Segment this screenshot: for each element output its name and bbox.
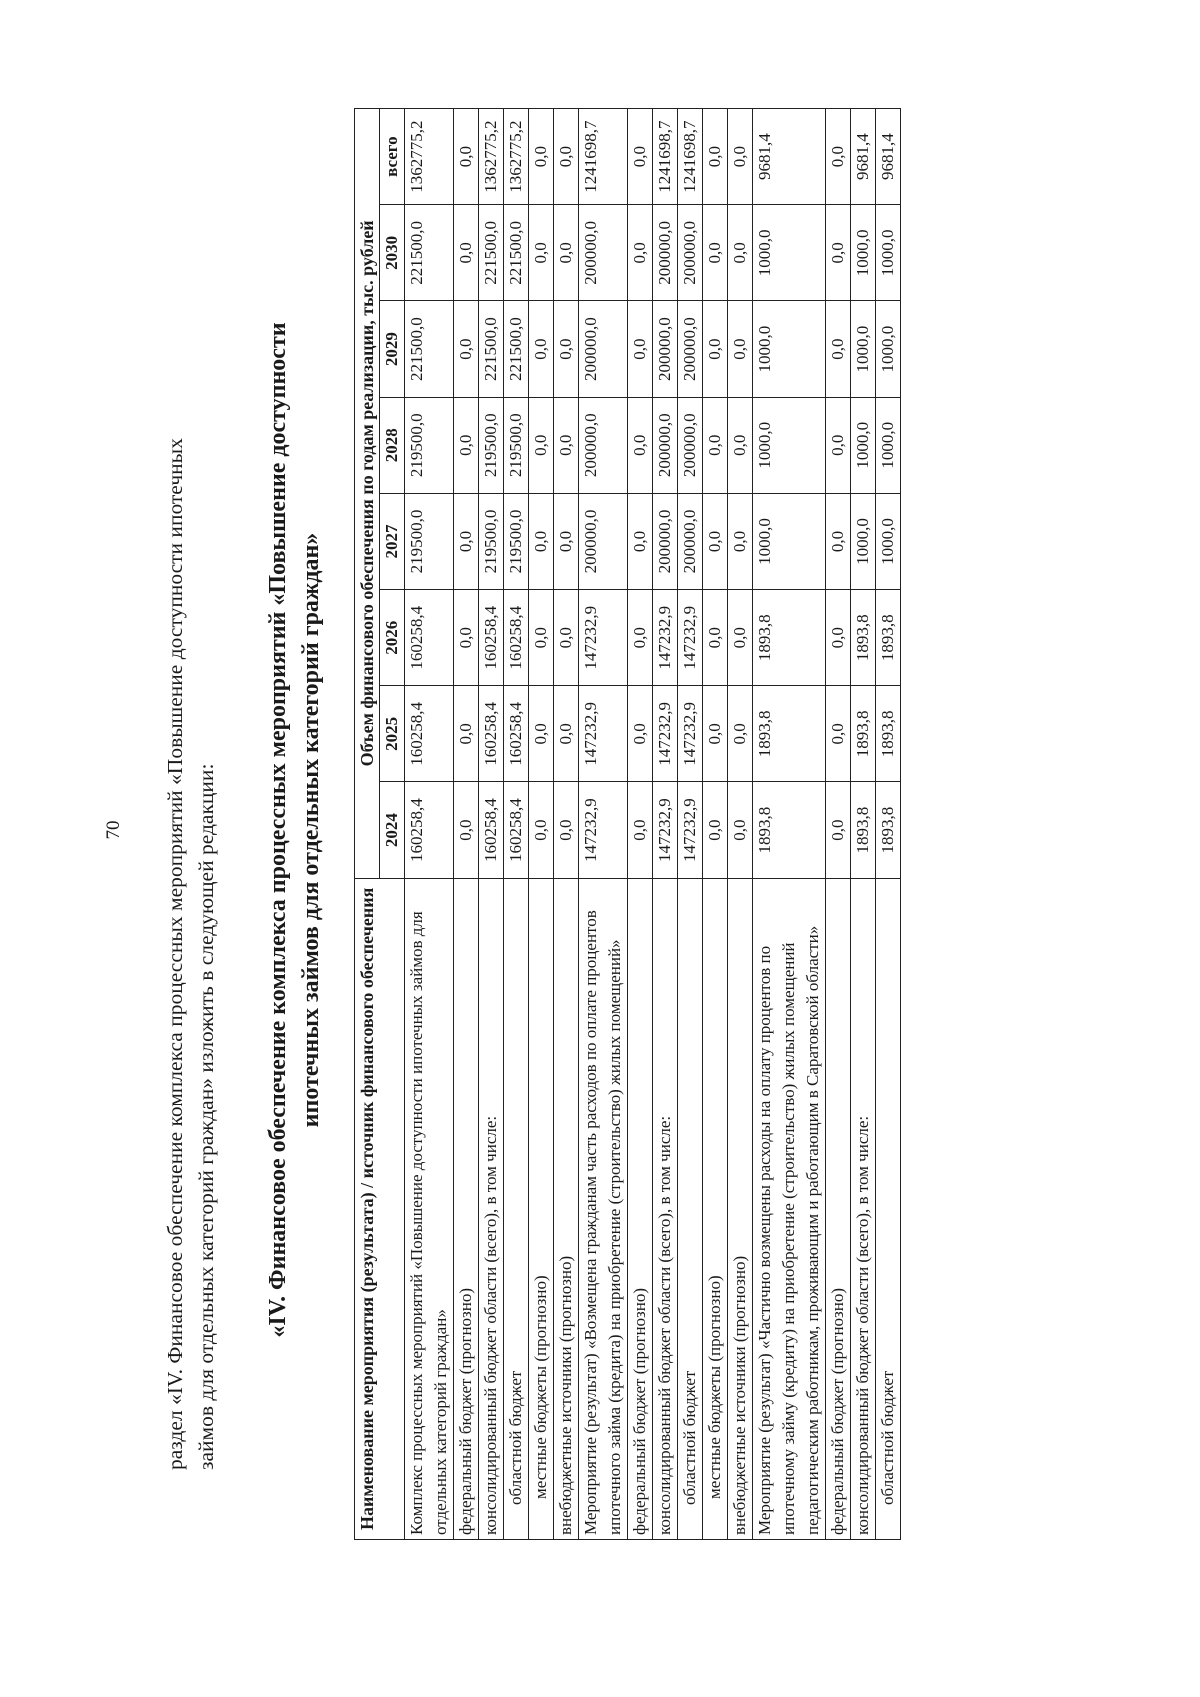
intro-line: займов для отдельных категорий граждан» изложить в следующей редакции: (194, 763, 218, 1470)
row-name-cell: областной бюджет (678, 878, 703, 1539)
value-cell: 1893,8 (753, 686, 826, 782)
value-cell: 147232,9 (653, 686, 678, 782)
value-cell: 9681,4 (851, 109, 876, 205)
year-column-header: 2026 (380, 590, 405, 686)
row-name-cell: областной бюджет (504, 878, 529, 1539)
value-cell: 200000,0 (678, 205, 703, 301)
value-cell: 1893,8 (851, 686, 876, 782)
value-cell: 200000,0 (579, 301, 628, 397)
value-cell: 0,0 (628, 301, 653, 397)
row-name-cell: Мероприятие (результат) «Возмещена гражданам часть расходов по оплате процентов ипотечного займа (кредита) на приобретение (строительство) жилых помещений» (579, 878, 628, 1539)
value-cell: 1893,8 (876, 782, 901, 878)
value-cell: 0,0 (703, 493, 728, 589)
table-row (628, 109, 653, 1540)
value-cell: 0,0 (728, 397, 753, 493)
value-cell: 0,0 (703, 590, 728, 686)
value-cell: 219500,0 (479, 397, 504, 493)
value-cell: 0,0 (728, 686, 753, 782)
value-cell: 0,0 (454, 686, 479, 782)
value-cell: 0,0 (703, 397, 728, 493)
value-cell: 200000,0 (678, 301, 703, 397)
value-cell: 0,0 (826, 782, 851, 878)
value-cell: 0,0 (628, 590, 653, 686)
value-cell: 219500,0 (504, 493, 529, 589)
value-cell: 200000,0 (579, 397, 628, 493)
intro-line: раздел «IV. Финансовое обеспечение комплекса процессных мероприятий «Повышение доступности ипотечных (163, 438, 187, 1470)
value-cell: 219500,0 (479, 493, 504, 589)
value-cell: 0,0 (728, 109, 753, 205)
value-cell: 219500,0 (405, 397, 454, 493)
value-cell: 9681,4 (876, 109, 901, 205)
value-cell: 1241698,7 (579, 109, 628, 205)
section-heading (262, 180, 328, 1480)
row-name-cell: Мероприятие (результат) «Частично возмещены расходы на оплату процентов по ипотечному займу (кредиту) на приобретение (строительство) жилых помещений педагогическим работникам, проживающим и работающим в Саратовской области» (753, 878, 826, 1539)
page-number: 70 (103, 820, 124, 840)
value-cell: 1893,8 (876, 686, 901, 782)
value-cell: 1000,0 (851, 301, 876, 397)
value-cell: 0,0 (628, 397, 653, 493)
value-cell: 0,0 (826, 686, 851, 782)
value-cell: 0,0 (529, 782, 554, 878)
heading-line: «IV. Финансовое обеспечение комплекса процессных мероприятий «Повышение доступности (265, 322, 291, 1338)
year-column-header: всего (380, 109, 405, 205)
heading-line: ипотечных займов для отдельных категорий граждан» (298, 532, 324, 1128)
value-cell: 0,0 (628, 686, 653, 782)
volume-column-header: Объем финансового обеспечения по годам реализации, тыс. рублей (355, 109, 380, 879)
value-cell: 0,0 (628, 205, 653, 301)
value-cell: 1000,0 (851, 205, 876, 301)
value-cell: 1893,8 (753, 590, 826, 686)
value-cell: 0,0 (826, 397, 851, 493)
table-row (703, 109, 728, 1540)
table-row (851, 109, 876, 1540)
table-row (479, 109, 504, 1540)
value-cell: 147232,9 (579, 782, 628, 878)
value-cell: 200000,0 (678, 493, 703, 589)
value-cell: 1362775,2 (504, 109, 529, 205)
value-cell: 0,0 (728, 782, 753, 878)
value-cell: 0,0 (703, 686, 728, 782)
table-row (728, 109, 753, 1540)
value-cell: 1000,0 (753, 493, 826, 589)
value-cell: 1362775,2 (479, 109, 504, 205)
value-cell: 0,0 (554, 590, 579, 686)
value-cell: 0,0 (529, 397, 554, 493)
value-cell: 200000,0 (653, 397, 678, 493)
value-cell: 1000,0 (876, 205, 901, 301)
value-cell: 221500,0 (405, 301, 454, 397)
value-cell: 200000,0 (653, 205, 678, 301)
row-name-cell: федеральный бюджет (прогнозно) (628, 878, 653, 1539)
value-cell: 0,0 (728, 205, 753, 301)
value-cell: 0,0 (529, 205, 554, 301)
value-cell: 0,0 (529, 686, 554, 782)
value-cell: 147232,9 (653, 590, 678, 686)
row-name-cell: федеральный бюджет (прогнозно) (826, 878, 851, 1539)
value-cell: 1241698,7 (653, 109, 678, 205)
value-cell: 0,0 (554, 109, 579, 205)
year-column-header: 2030 (380, 205, 405, 301)
value-cell: 0,0 (628, 493, 653, 589)
value-cell: 1000,0 (876, 301, 901, 397)
row-name-cell: местные бюджеты (прогнозно) (529, 878, 554, 1539)
year-column-header: 2028 (380, 397, 405, 493)
value-cell: 219500,0 (405, 493, 454, 589)
value-cell: 1893,8 (851, 590, 876, 686)
rotated-page (0, 80, 1200, 1680)
table-row (579, 109, 628, 1540)
value-cell: 0,0 (703, 109, 728, 205)
year-column-header: 2027 (380, 493, 405, 589)
value-cell: 0,0 (728, 590, 753, 686)
table-body (405, 109, 901, 1540)
value-cell: 0,0 (554, 205, 579, 301)
value-cell: 1000,0 (851, 493, 876, 589)
intro-paragraph (160, 170, 222, 1470)
row-name-cell: федеральный бюджет (прогнозно) (454, 878, 479, 1539)
value-cell: 221500,0 (504, 205, 529, 301)
value-cell: 0,0 (554, 397, 579, 493)
row-name-cell: местные бюджеты (прогнозно) (703, 878, 728, 1539)
table-row (504, 109, 529, 1540)
value-cell: 1000,0 (876, 397, 901, 493)
value-cell: 160258,4 (405, 686, 454, 782)
value-cell: 0,0 (529, 493, 554, 589)
value-cell: 0,0 (826, 205, 851, 301)
value-cell: 0,0 (454, 109, 479, 205)
table-row (653, 109, 678, 1540)
value-cell: 160258,4 (405, 590, 454, 686)
year-column-header: 2024 (380, 782, 405, 878)
year-column-header: 2029 (380, 301, 405, 397)
name-column-header: Наименование мероприятия (результата) / источник финансового обеспечения (355, 878, 405, 1539)
value-cell: 0,0 (529, 301, 554, 397)
value-cell: 160258,4 (504, 590, 529, 686)
value-cell: 221500,0 (405, 205, 454, 301)
value-cell: 147232,9 (678, 686, 703, 782)
table-row (454, 109, 479, 1540)
value-cell: 0,0 (554, 782, 579, 878)
table-header-row (355, 109, 380, 1540)
value-cell: 200000,0 (653, 301, 678, 397)
value-cell: 1893,8 (876, 590, 901, 686)
value-cell: 1893,8 (753, 782, 826, 878)
value-cell: 0,0 (454, 590, 479, 686)
value-cell: 219500,0 (504, 397, 529, 493)
value-cell: 160258,4 (479, 590, 504, 686)
value-cell: 0,0 (703, 205, 728, 301)
value-cell: 0,0 (703, 782, 728, 878)
value-cell: 0,0 (826, 109, 851, 205)
value-cell: 160258,4 (479, 782, 504, 878)
value-cell: 0,0 (454, 782, 479, 878)
value-cell: 147232,9 (579, 686, 628, 782)
value-cell: 0,0 (529, 109, 554, 205)
financing-table (354, 108, 901, 1540)
value-cell: 0,0 (728, 493, 753, 589)
value-cell: 147232,9 (579, 590, 628, 686)
table-row (876, 109, 901, 1540)
value-cell: 0,0 (454, 205, 479, 301)
row-name-cell: консолидированный бюджет области (всего), в том числе: (479, 878, 504, 1539)
value-cell: 0,0 (454, 397, 479, 493)
value-cell: 221500,0 (479, 301, 504, 397)
value-cell: 160258,4 (479, 686, 504, 782)
value-cell: 0,0 (529, 590, 554, 686)
value-cell: 147232,9 (653, 782, 678, 878)
value-cell: 160258,4 (504, 782, 529, 878)
table-row (554, 109, 579, 1540)
value-cell: 0,0 (826, 493, 851, 589)
year-column-header: 2025 (380, 686, 405, 782)
row-name-cell: консолидированный бюджет области (всего), в том числе: (653, 878, 678, 1539)
value-cell: 0,0 (628, 109, 653, 205)
value-cell: 200000,0 (579, 205, 628, 301)
value-cell: 0,0 (554, 686, 579, 782)
table-row (753, 109, 826, 1540)
value-cell: 1000,0 (753, 397, 826, 493)
row-name-cell: внебюджетные источники (прогнозно) (554, 878, 579, 1539)
table-row (678, 109, 703, 1540)
value-cell: 200000,0 (579, 493, 628, 589)
table-row (529, 109, 554, 1540)
value-cell: 0,0 (554, 301, 579, 397)
value-cell: 0,0 (826, 590, 851, 686)
value-cell: 0,0 (454, 301, 479, 397)
value-cell: 0,0 (703, 301, 728, 397)
value-cell: 1000,0 (876, 493, 901, 589)
value-cell: 0,0 (826, 301, 851, 397)
value-cell: 0,0 (628, 782, 653, 878)
value-cell: 0,0 (554, 493, 579, 589)
table-row (405, 109, 454, 1540)
table-row (826, 109, 851, 1540)
value-cell: 221500,0 (479, 205, 504, 301)
row-name-cell: консолидированный бюджет области (всего), в том числе: (851, 878, 876, 1539)
value-cell: 147232,9 (678, 590, 703, 686)
row-name-cell: внебюджетные источники (прогнозно) (728, 878, 753, 1539)
value-cell: 200000,0 (653, 493, 678, 589)
value-cell: 160258,4 (405, 782, 454, 878)
value-cell: 1241698,7 (678, 109, 703, 205)
value-cell: 160258,4 (504, 686, 529, 782)
value-cell: 200000,0 (678, 397, 703, 493)
value-cell: 147232,9 (678, 782, 703, 878)
value-cell: 0,0 (454, 493, 479, 589)
row-name-cell: областной бюджет (876, 878, 901, 1539)
value-cell: 0,0 (728, 301, 753, 397)
row-name-cell: Комплекс процессных мероприятий «Повышение доступности ипотечных займов для отдельных категорий граждан» (405, 878, 454, 1539)
value-cell: 1362775,2 (405, 109, 454, 205)
value-cell: 1000,0 (851, 397, 876, 493)
value-cell: 221500,0 (504, 301, 529, 397)
value-cell: 1893,8 (851, 782, 876, 878)
value-cell: 9681,4 (753, 109, 826, 205)
value-cell: 1000,0 (753, 205, 826, 301)
value-cell: 1000,0 (753, 301, 826, 397)
